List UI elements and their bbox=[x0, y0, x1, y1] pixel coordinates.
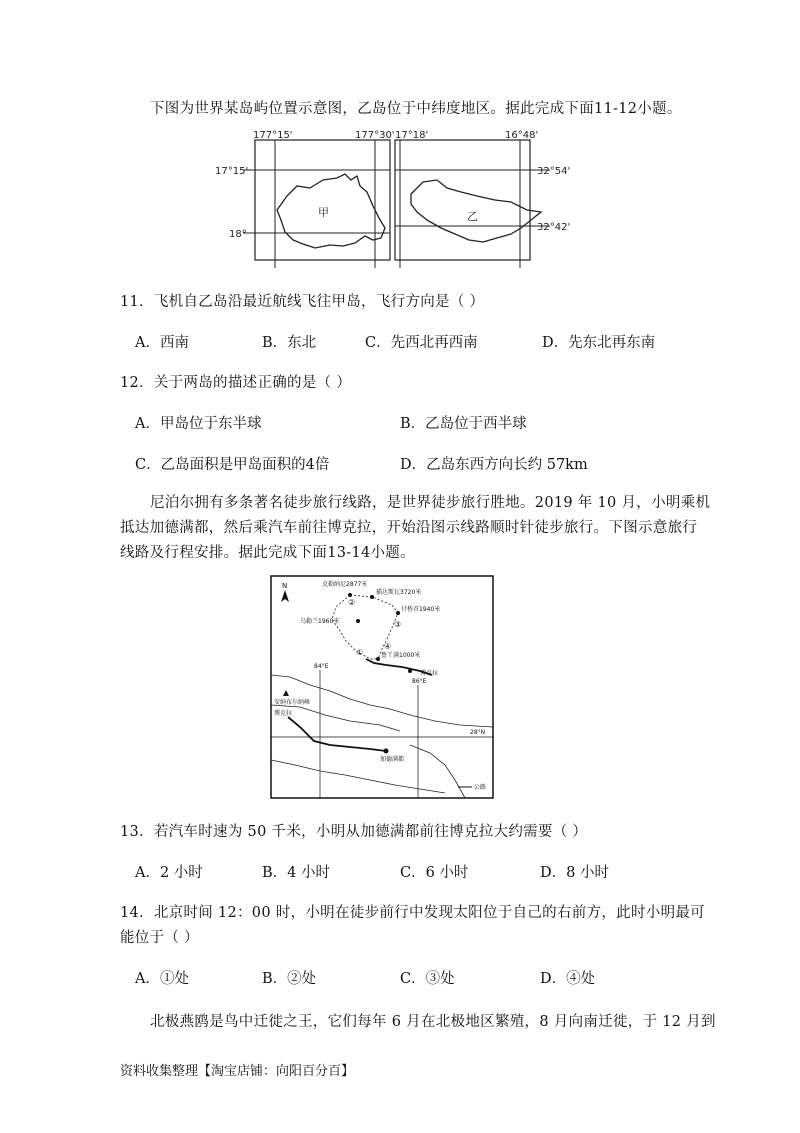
q13-option-d: D．8 小时 bbox=[540, 865, 609, 881]
route-point bbox=[376, 657, 380, 661]
yi-lat-bottom: 32°42' bbox=[537, 222, 571, 233]
q12-stem: 12．关于两岛的描述正确的是（ ） bbox=[120, 375, 352, 391]
route-point bbox=[396, 611, 400, 615]
yi-lon-right: 16°48' bbox=[505, 130, 539, 141]
lon-label-1: 84°E bbox=[314, 663, 329, 670]
kathmandu-point bbox=[384, 749, 389, 754]
jia-lon-right: 177°30' bbox=[355, 130, 395, 141]
intro-text-2-line-2: 抵达加德满都，然后乘汽车前往博克拉，开始沿图示线路顺时针徒步旅行。下图示意旅行 bbox=[120, 520, 698, 536]
lat-label: 28°N bbox=[470, 729, 486, 736]
q13-stem: 13．若汽车时速为 50 千米，小明从加德满都前往博克拉大约需要（ ） bbox=[120, 824, 588, 840]
intro-text-1: 下图为世界某岛屿位置示意图，乙岛位于中纬度地区。据此完成下面11-12小题。 bbox=[150, 101, 682, 117]
q14-stem-line-1: 14．北京时间 12：00 时，小明在徒步前行中发现太阳位于自己的右前方，此时小明最可 bbox=[120, 905, 705, 921]
q11-stem: 11．飞机自乙岛沿最近航线飞往甲岛，飞行方向是（ ） bbox=[120, 294, 485, 310]
place-top-left: 克勒纳尼2877米 bbox=[322, 581, 368, 588]
marker-4: ④ bbox=[384, 642, 392, 651]
place-top-right: 描达斯瓦3720米 bbox=[376, 589, 422, 596]
q13-option-b: B．4 小时 bbox=[262, 865, 330, 881]
place-mid-right: 甘桥首1940米 bbox=[401, 606, 441, 613]
route-point bbox=[348, 593, 352, 597]
lon-label-2: 86°E bbox=[412, 678, 427, 685]
q14-stem-line-2: 能位于（ ） bbox=[120, 930, 199, 946]
yi-lat-top: 32°54' bbox=[537, 166, 571, 177]
route-point bbox=[370, 595, 374, 599]
yi-label: 乙 bbox=[467, 210, 478, 223]
legend-road-label: 公路 bbox=[474, 784, 487, 791]
island-jia-outline bbox=[277, 174, 385, 248]
marker-3: ③ bbox=[394, 620, 402, 629]
q11-option-c: C．先西北再西南 bbox=[365, 335, 478, 351]
place-annapurna: 安纳布尔纳峰 bbox=[274, 699, 311, 706]
intro-text-3: 北极燕鸥是鸟中迁徙之王，它们每年 6 月在北极地区繁殖，8 月向南迁徙，于 12 月到 bbox=[150, 1014, 716, 1030]
jia-lat-bottom: 18° bbox=[229, 229, 247, 240]
q12-option-d: D．乙岛东西方向长约 57km bbox=[400, 457, 588, 473]
q11-option-d: D．先东北再东南 bbox=[542, 335, 656, 351]
place-bottom: 鲁丫满1000米 bbox=[381, 652, 421, 659]
q12-option-a: A．甲岛位于东半球 bbox=[135, 416, 262, 432]
marker-1: ① bbox=[356, 648, 364, 657]
q12-option-b: B．乙岛位于西半球 bbox=[400, 416, 527, 432]
q13-option-c: C．6 小时 bbox=[400, 865, 469, 881]
jia-label: 甲 bbox=[318, 206, 329, 219]
jia-lon-left: 177°15' bbox=[253, 130, 293, 141]
place-pokhara: 博克拉 bbox=[274, 710, 293, 717]
jia-lat-top: 17°15' bbox=[215, 166, 249, 177]
intro-text-2-line-1: 尼泊尔拥有多条著名徒步旅行线路，是世界徒步旅行胜地。2019 年 10 月，小明乘机 bbox=[150, 495, 711, 511]
trek-route-map bbox=[270, 575, 495, 800]
marker-2: ② bbox=[348, 598, 356, 607]
island-yi-map bbox=[395, 130, 570, 268]
q14-option-c: C．③处 bbox=[400, 971, 455, 987]
q11-option-b: B．东北 bbox=[262, 335, 317, 351]
yi-lon-left: 17°18' bbox=[395, 130, 429, 141]
q14-option-a: A．①处 bbox=[135, 971, 189, 987]
place-kathmandu: 加德满都 bbox=[380, 756, 405, 763]
q14-option-d: D．④处 bbox=[540, 971, 596, 987]
island-jia-map bbox=[215, 130, 395, 268]
intro-text-2-line-3: 线路及行程安排。据此完成下面13-14小题。 bbox=[120, 545, 415, 561]
place-left: 乌勒兰1960米 bbox=[300, 618, 340, 625]
place-pokhara-dest: 博克拉 bbox=[420, 670, 439, 677]
route-point bbox=[356, 619, 360, 623]
page-footer: 资料收集整理【淘宝店铺：向阳百分百】 bbox=[120, 1064, 355, 1079]
q14-option-b: B．②处 bbox=[262, 971, 317, 987]
q11-option-a: A．西南 bbox=[135, 335, 189, 351]
island-figure bbox=[215, 128, 575, 268]
q12-option-c: C．乙岛面积是甲岛面积的4倍 bbox=[135, 457, 330, 473]
north-label: N bbox=[282, 582, 288, 590]
q13-option-a: A．2 小时 bbox=[135, 865, 203, 881]
